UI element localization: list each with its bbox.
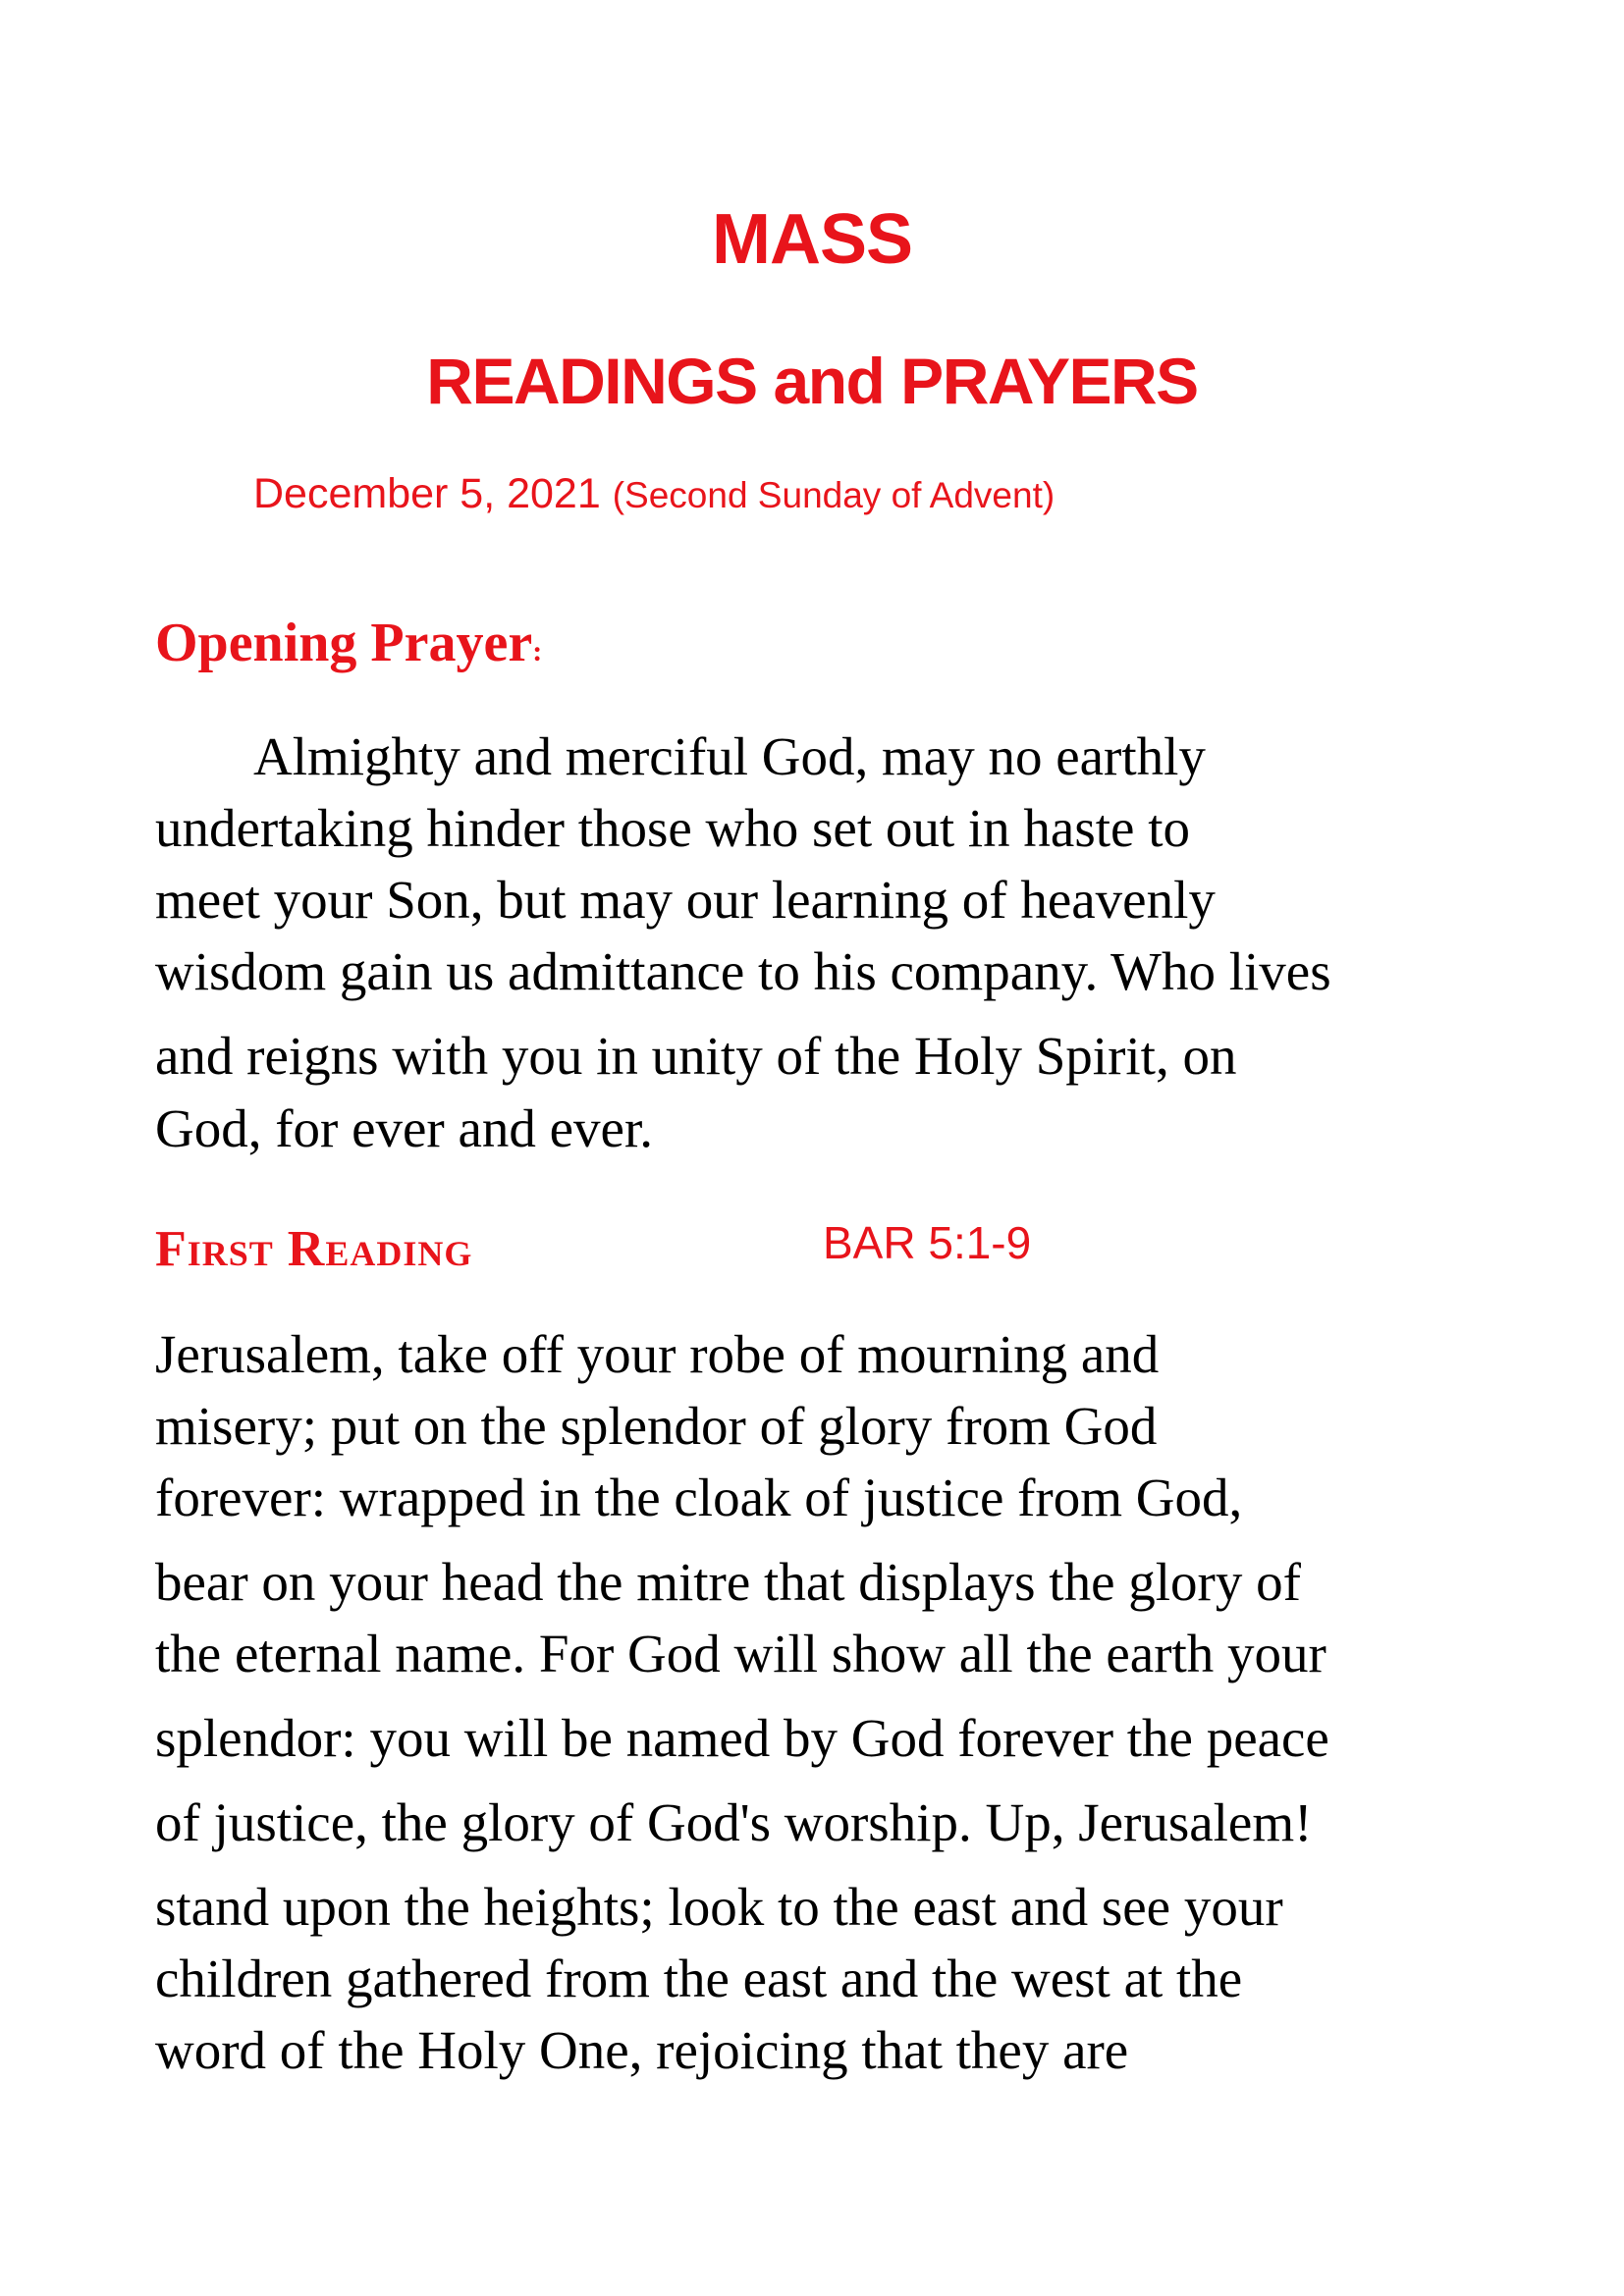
first-reading-line: Jerusalem, take off your robe of mourning and	[155, 1324, 1160, 1384]
occasion-text: (Second Sunday of Advent)	[612, 475, 1056, 515]
opening-prayer-line: Almighty and merciful God, may no earthly	[253, 726, 1206, 786]
opening-prayer-line: meet your Son, but may our learning of heavenly	[155, 870, 1216, 930]
page-subtitle: READINGS and PRAYERS	[426, 345, 1198, 417]
first-reading-heading-text: First Reading	[155, 1221, 473, 1277]
opening-prayer-heading-text: Opening Prayer	[155, 613, 533, 673]
first-reading-line: the eternal name. For God will show all the earth your	[155, 1624, 1326, 1683]
date-text: December 5, 2021	[253, 470, 601, 517]
opening-prayer-line: undertaking hinder those who set out in haste to	[155, 798, 1190, 858]
first-reading-line: stand upon the heights; look to the east and see your	[155, 1877, 1283, 1937]
first-reading-line: misery; put on the splendor of glory from God	[155, 1396, 1158, 1456]
opening-prayer-line: God, for ever and ever.	[155, 1098, 654, 1158]
first-reading-line: forever: wrapped in the cloak of justice from God,	[155, 1468, 1243, 1527]
first-reading-reference: BAR 5:1-9	[823, 1217, 1032, 1268]
page-title: MASS	[711, 200, 913, 279]
first-reading-line: splendor: you will be named by God forever the peace	[155, 1708, 1329, 1768]
first-reading-heading	[155, 1220, 472, 1275]
opening-prayer-heading-colon: :	[532, 635, 543, 667]
first-reading-line: children gathered from the east and the west at the	[155, 1949, 1243, 2008]
first-reading-line: bear on your head the mitre that displays the glory of	[155, 1552, 1301, 1612]
opening-prayer-line: wisdom gain us admittance to his company. Who lives	[155, 941, 1331, 1001]
date-line	[253, 470, 1056, 517]
first-reading-line: word of the Holy One, rejoicing that they are	[155, 2020, 1129, 2080]
first-reading-line: of justice, the glory of God's worship. Up, Jerusalem!	[155, 1792, 1313, 1852]
opening-prayer-line: and reigns with you in unity of the Holy Spirit, on	[155, 1026, 1237, 1086]
opening-prayer-heading	[155, 613, 543, 673]
